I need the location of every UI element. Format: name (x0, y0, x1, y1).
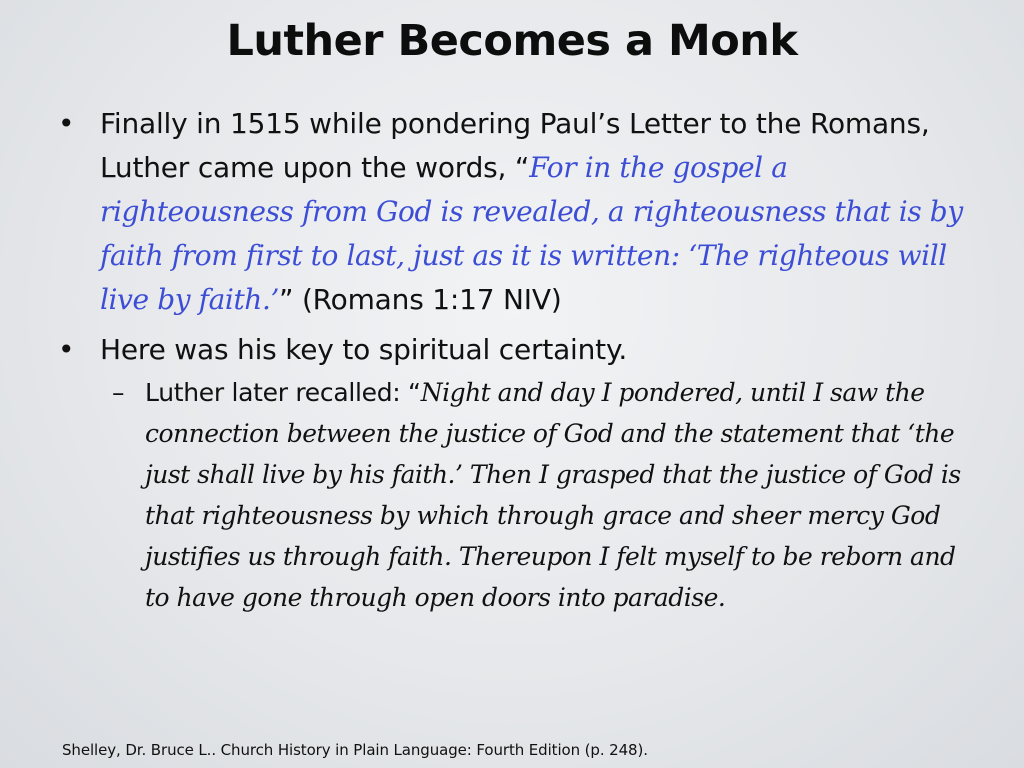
slide-content (58, 102, 978, 618)
sub-bullet-text-before: Luther later recalled: “ (145, 378, 421, 407)
bullet-item-1 (58, 102, 978, 322)
luther-quote: Night and day I pondered, until I saw the connection between the justice of God and the statement that ‘the just shall live by his faith.’ Then I grasped that the justice of God is that righteousness by which through grace and sheer mercy God justifies us through faith. Thereupon I felt myself to be reborn and to have gone through open doors into paradise. (145, 378, 961, 612)
scripture-quote: For in the gospel a righteousness from God is revealed, a righteousness that is by faith from first to last, just as it is written: ‘The righteous will live by faith.’ (100, 151, 963, 316)
bullet-text-before: Finally in 1515 while pondering Paul’s Letter to the Romans, Luther came upon the words, “ (100, 107, 930, 184)
sub-bullet-marker: – (112, 378, 125, 407)
bullet-text: Here was his key to spiritual certainty. (100, 333, 628, 366)
bullet-marker: • (58, 333, 75, 366)
sub-bullet-item (100, 372, 975, 618)
slide-title: Luther Becomes a Monk (226, 16, 798, 66)
bullet-item-2 (58, 328, 978, 372)
citation-footer: Shelley, Dr. Bruce L.. Church History in Plain Language: Fourth Edition (p. 248). (62, 741, 648, 759)
bullet-marker: • (58, 107, 75, 140)
bullet-text-after: ” (Romans 1:17 NIV) (278, 283, 562, 316)
